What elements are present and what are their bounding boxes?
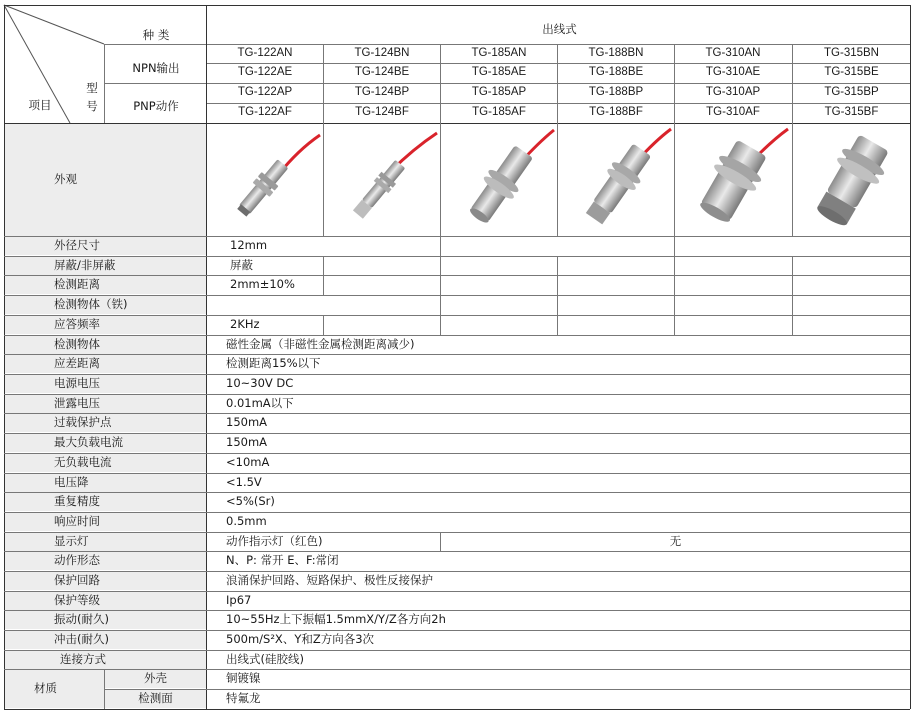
- sensor-photo-m30-shielded: [676, 125, 790, 235]
- spec-value: 出线式(硅胶线): [226, 652, 304, 667]
- material-face-label: 检测面: [105, 690, 206, 708]
- grid-line: [674, 44, 675, 236]
- sensor-photo-m18-unshielded: [559, 125, 673, 235]
- grid-line: [4, 473, 910, 474]
- model-npn-no: TG-310AN: [705, 47, 761, 60]
- model-npn-nc: TG-310AE: [705, 66, 761, 79]
- grid-line: [4, 650, 910, 651]
- sensor-photo-m12-shielded: [208, 125, 322, 235]
- grid-line: [557, 44, 558, 236]
- spec-value: 0.5mm: [226, 514, 267, 529]
- spec-label: 冲击(耐久): [4, 631, 206, 649]
- grid-line: [4, 551, 910, 552]
- material-label: 材质: [4, 670, 104, 708]
- grid-line: [207, 63, 910, 64]
- model-pnp-nc: TG-185AF: [472, 106, 526, 119]
- spec-label: 响应时间: [4, 513, 206, 531]
- grid-line: [4, 492, 910, 493]
- grid-line: [4, 5, 5, 709]
- spec-value: 12mm: [230, 238, 268, 253]
- spec-value: 0.01mA以下: [226, 396, 294, 411]
- spec-label: 检测距离: [4, 276, 206, 294]
- grid-line: [4, 5, 910, 6]
- grid-line: [4, 275, 910, 276]
- model-npn-no: TG-122AN: [237, 47, 293, 60]
- spec-value: <10mA: [226, 455, 270, 470]
- spec-label: 最大负载电流: [4, 434, 206, 452]
- grid-line: [440, 236, 441, 335]
- spec-label: 无负载电流: [4, 454, 206, 472]
- grid-line: [4, 709, 910, 710]
- material-housing-label: 外壳: [105, 670, 206, 688]
- spec-label: 屏蔽/非屏蔽: [4, 257, 206, 275]
- pnp-output-label: PNP动作: [133, 99, 179, 114]
- grid-line: [206, 5, 207, 709]
- model-npn-no: TG-185AN: [471, 47, 527, 60]
- grid-line: [104, 83, 910, 84]
- spec-value: 屏蔽: [230, 258, 253, 273]
- spec-value: 10~55Hz上下振幅1.5mmX/Y/Z各方向2h: [226, 612, 446, 627]
- grid-line: [323, 44, 324, 236]
- model-pnp-no: TG-315BP: [824, 86, 879, 99]
- material-housing-value: 铜镀镍: [226, 671, 261, 686]
- sensor-photo-m30-unshielded: [795, 125, 909, 235]
- spec-value: <5%(Sr): [226, 494, 275, 509]
- spec-value: 10~30V DC: [226, 376, 294, 391]
- model-npn-nc: TG-122AE: [237, 66, 293, 79]
- grid-line: [104, 669, 105, 709]
- grid-line: [674, 256, 675, 335]
- spec-value: 150mA: [226, 415, 268, 430]
- spec-value: 浪涌保护回路、短路保护、极性反接保护: [226, 573, 433, 588]
- spec-label: 过载保护点: [4, 414, 206, 432]
- grid-line: [4, 394, 910, 395]
- output-type-label: 出线式: [542, 22, 577, 37]
- model-npn-nc: TG-188BE: [588, 66, 644, 79]
- model-pnp-no: TG-310AP: [705, 86, 761, 99]
- grid-line: [323, 256, 324, 296]
- spec-label: 检测物体（铁): [4, 296, 206, 314]
- grid-line: [207, 103, 910, 104]
- kind-label: 种 类: [142, 28, 170, 43]
- spec-label: 连接方式: [4, 651, 206, 669]
- model-npn-nc: TG-124BE: [354, 66, 410, 79]
- spec-label: 电压降: [4, 474, 206, 492]
- model-pnp-nc: TG-315BF: [824, 106, 879, 119]
- grid-line: [4, 433, 910, 434]
- grid-line: [674, 236, 675, 256]
- model-npn-no: TG-124BN: [354, 47, 410, 60]
- grid-line: [4, 295, 910, 296]
- model-npn-no: TG-188BN: [588, 47, 644, 60]
- grid-line: [4, 354, 910, 355]
- spec-value-other: 无: [669, 534, 682, 549]
- grid-line: [104, 44, 105, 123]
- model-pnp-no: TG-185AP: [471, 86, 527, 99]
- model-pnp-nc: TG-188BF: [589, 106, 643, 119]
- sensor-photo-m12-unshielded: [325, 125, 439, 235]
- grid-line: [4, 256, 910, 257]
- model-pnp-no: TG-188BP: [588, 86, 644, 99]
- spec-label: 重复精度: [4, 493, 206, 511]
- spec-label: 泄露电压: [4, 395, 206, 413]
- grid-line: [4, 453, 910, 454]
- grid-line: [4, 335, 910, 336]
- grid-line: [440, 532, 441, 551]
- spec-value: 磁性金属（非磁性金属检测距离减少): [226, 337, 415, 352]
- spec-label: 保护回路: [4, 572, 206, 590]
- grid-line: [4, 591, 910, 592]
- spec-label: 振动(耐久): [4, 611, 206, 629]
- spec-value: 2KHz: [230, 317, 260, 332]
- model-pnp-no: TG-122AP: [237, 86, 293, 99]
- grid-line: [4, 571, 910, 572]
- spec-label: 动作形态: [4, 552, 206, 570]
- grid-line: [4, 630, 910, 631]
- grid-line: [4, 413, 910, 414]
- grid-line: [104, 44, 910, 45]
- npn-output-label: NPN输出: [132, 61, 180, 76]
- grid-line: [4, 123, 910, 124]
- spec-label: 保护等级: [4, 592, 206, 610]
- spec-value: 500m/S²X、Y和Z方向各3次: [226, 632, 375, 647]
- spec-value: Ip67: [226, 593, 252, 608]
- model-npn-nc: TG-185AE: [471, 66, 527, 79]
- grid-line: [792, 44, 793, 236]
- spec-label: 外径尺寸: [4, 237, 206, 255]
- model-npn-nc: TG-315BE: [824, 66, 879, 79]
- model-pnp-nc: TG-310AF: [706, 106, 760, 119]
- grid-line: [4, 532, 910, 533]
- spec-label: 应差距离: [4, 355, 206, 373]
- grid-line: [4, 236, 910, 237]
- grid-line: [4, 374, 910, 375]
- type-label-bottom: 号: [86, 100, 98, 114]
- model-pnp-nc: TG-124BF: [355, 106, 409, 119]
- spec-value: 检测距离15%以下: [226, 356, 321, 371]
- grid-line: [4, 669, 910, 670]
- item-label: 项目: [28, 98, 52, 113]
- spec-value: <1.5V: [226, 475, 262, 490]
- spec-label: 应答频率: [4, 316, 206, 334]
- type-label-top: 型: [86, 82, 98, 96]
- grid-line: [104, 689, 910, 690]
- spec-label: 检测物体: [4, 336, 206, 354]
- model-pnp-no: TG-124BP: [354, 86, 410, 99]
- grid-line: [792, 256, 793, 335]
- spec-value: 2mm±10%: [230, 277, 295, 292]
- spec-value: 150mA: [226, 435, 268, 450]
- appearance-label: 外观: [4, 124, 206, 236]
- sensor-photo-m18-shielded: [442, 125, 556, 235]
- model-npn-no: TG-315BN: [824, 47, 879, 60]
- grid-line: [4, 610, 910, 611]
- grid-line: [323, 315, 324, 335]
- grid-line: [910, 5, 911, 709]
- spec-value: N、P: 常开 E、F:常闭: [226, 553, 339, 568]
- model-pnp-nc: TG-122AF: [238, 106, 292, 119]
- material-face-value: 特氟龙: [226, 691, 261, 706]
- grid-line: [4, 315, 910, 316]
- spec-label: 电源电压: [4, 375, 206, 393]
- spec-value: 动作指示灯（红色): [226, 534, 323, 549]
- spec-label: 显示灯: [4, 533, 206, 551]
- grid-line: [557, 256, 558, 335]
- grid-line: [440, 44, 441, 236]
- grid-line: [4, 512, 910, 513]
